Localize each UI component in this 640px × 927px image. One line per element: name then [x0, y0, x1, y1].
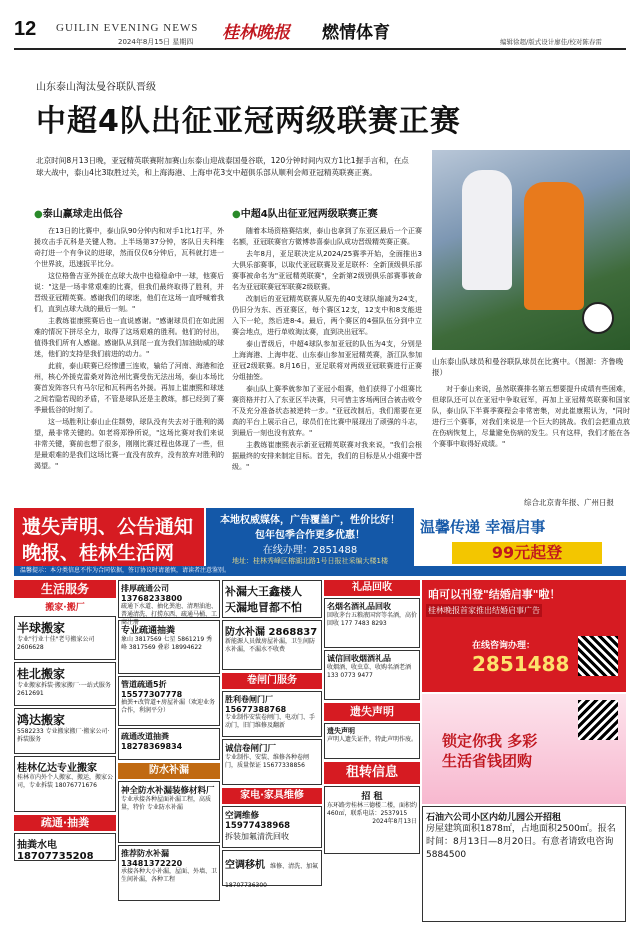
banner-mid-address: 地址：桂林秀峰区榕湖北路1号日报社采编大楼1楼 — [232, 557, 388, 565]
player-figure-orange — [524, 182, 584, 310]
classified-ad — [14, 708, 116, 754]
paragraph: 主教练崔康熙赛后也一直说感谢。"感谢球员们在如此困难的情况下拼尽全力，取得了这场艰难的胜利。他们的付出，值得我们所有人感谢。感谢队从到尾一直为我们加油助威的球迷，他们的支持是我们前进的动力。" — [34, 317, 224, 358]
banner-middle — [206, 508, 414, 566]
ad-title: 空调维修 15977438968 — [225, 811, 291, 831]
ad-body: 承接各种大小补漏，屋面、外墙、卫生间补漏，各种工程 — [121, 868, 218, 883]
ad-body: 拆装加氟清洗回收 — [225, 832, 289, 841]
banner-right-slogan: 温馨传递 幸福启事 — [420, 518, 546, 536]
phone-label: 在线咨询办理： — [472, 641, 536, 651]
paragraph: 去年8月，亚足联决定从2024/25赛季开始，全面推出3大俱乐部赛事，以取代亚冠联赛及亚足联杯：全新顶级俱乐部赛事被命名为"亚冠精英联赛"，全新第2级别俱乐部赛事被命名为亚冠联赛冠军联赛2级联赛。 — [232, 250, 422, 291]
phone-number: 2851488 — [472, 652, 570, 676]
issue-date: 2024年8月15日 星期四 — [118, 38, 194, 46]
classified-ad: 抽粪水电 18707735208 — [14, 833, 116, 861]
ad-body: 新能源人员做房屋补漏，卫生间防水补漏，不漏水不收费 — [225, 638, 316, 653]
ad-title: 防水补漏 2868837 — [225, 627, 318, 638]
article-column-3 — [432, 384, 630, 451]
paragraph: 随着本场资格赛结束，泰山也拿到了东亚区最后一个正赛名额，亚冠联赛官方微博恭喜泰山队成功晋级精英赛正赛。 — [232, 227, 422, 246]
paragraph: 泰山晋级后，中超4球队参加亚冠的队伍为4支，分别是上海海港、上海申花、山东泰山参加亚冠精英赛，浙江队参加亚冠2级联赛。8月16日，亚足联将对两级亚冠联赛进行正赛分组抽签。 — [232, 340, 422, 381]
ad-body: 疏通下水道、抽化粪池、清理油池、普通清洗、打捞东西、疏通马桶、工商注册 — [121, 603, 218, 626]
page-header — [0, 0, 640, 48]
ad-title: 诚信回收烟酒礼品 — [327, 654, 391, 663]
classified-ad — [222, 850, 322, 889]
ad-title: 诚信卷闸门厂 — [225, 744, 277, 754]
banner-note: 温馨提示：本分类信息不作为合同依据，签订协议时请谨慎，请读者注意鉴别。 — [14, 566, 626, 576]
ad-body: 专业搬家拆装·搬家搬厂·一站式服务 2612691 — [17, 682, 111, 697]
classified-column-2 — [118, 580, 220, 925]
category-header: 卷闸门服务 — [222, 673, 322, 689]
classified-ad — [324, 598, 420, 648]
ad-title: 胜利卷闸门厂 15677388768 — [225, 695, 287, 714]
classified-ad — [222, 739, 322, 785]
section-title: 燃情体育 — [322, 23, 390, 43]
editor-credits: 编辑徐超/版式设计廖佳/校对陈春雷 — [500, 38, 602, 46]
banner-mid-phone: 在线办理：2851488 — [262, 545, 358, 556]
ad-body: 象山 3817569 七星 5861219 秀峰 3817569 叠彩 18994622 — [121, 636, 213, 651]
bullet-icon: ● — [34, 209, 43, 220]
banner-left-line2: 晚报、桂林生活网 — [22, 542, 175, 564]
classified-ad — [118, 781, 220, 843]
classified-column-4 — [324, 580, 420, 925]
ad-title: 补漏大王鑫楼人 — [225, 585, 302, 598]
ad-title: 管道疏通5折 15577307778 — [121, 680, 183, 699]
category-header: 遗失声明 — [324, 703, 420, 721]
banner-right — [416, 508, 626, 566]
classified-ad — [324, 786, 420, 854]
ad-title: 空调移机 — [225, 860, 265, 871]
classified-ad — [118, 676, 220, 726]
article-column-1 — [34, 226, 224, 473]
ad-title: 专业疏通抽粪 — [121, 626, 176, 636]
category-header: 疏通·抽粪 — [14, 815, 116, 831]
ad-body: 回收茅台五粮液国窖等名酒，高价回收 177 7483 8293 — [327, 612, 418, 627]
player-figure-white — [462, 170, 512, 290]
article-lead: 北京时间8月13日晚，亚冠精英联赛附加赛山东泰山迎战泰国曼谷联，120分钟时间内双方1比1握手言和，在点球大战中，泰山4比3取胜过关，和上海海港、上海申花3支中超俱乐部从顺利会师亚冠精英联赛正赛。 — [36, 156, 409, 177]
classified-ad — [14, 662, 116, 706]
bullet-icon: ● — [232, 209, 241, 220]
classified-ad — [14, 616, 116, 660]
paragraph: 这位格鲁吉亚外援在点球大战中也稳稳命中一球，他赛后说："这是一场非常艰难的比赛，但我们最终取得了胜利，并晋级亚冠精英赛。感谢我们的球迷，他们在这场一直呼喊着我们，直到点球大战的最后一刻。" — [34, 272, 224, 313]
ad-title: 鸿达搬家 — [17, 713, 66, 727]
paragraph: 在13日的比赛中，泰山队90分钟内和对手1比1打平，外援攻击手瓦科是关键人物。上半场第37分钟，客队日夫科维奇打进一个有争议的进球，然而仅仅6分钟后，瓦科就打进一个世界波，迅速扳平比分。 — [34, 227, 224, 268]
classified-ad — [222, 691, 322, 737]
paragraph: 改制后的亚冠精英联赛从原先的40支球队缩减为24支，仍旧分为东、西亚赛区，每个赛区12支，12支中和8支能进入下一轮，然后进8-4。最后，两个赛区的4强队伍分到中立赛会地点，进行单败淘汰赛，直到决出冠军。 — [232, 295, 422, 336]
banner-right-price: 99元起登 — [452, 542, 602, 564]
ad-body: 专业承接各种屋面补漏工程，高质量，特价 专业防水补漏 — [121, 796, 212, 811]
promo-line2: 生活省钱团购 — [442, 752, 533, 770]
article-kicker: 山东泰山淘汰曼谷联队晋级 — [36, 82, 156, 93]
paragraph: 对于泰山来说，虽然联赛排名第五想要提升成绩有些困难，但球队还可以在亚冠中争取冠军，再加上亚冠精英联赛和国家队，泰山队下半赛季赛程会非常密集，对此崔康熙认为，"同时进行三个赛事，对我们来说是一个巨大的挑战。我们会把重点放在伤病恢复上，尽量避免伤病的发生。只有这样，我们才能在各个赛事中取得好成绩。" — [432, 385, 630, 448]
promo-line1: 锁定你我 多彩 — [442, 732, 538, 750]
category-header: 礼品回收 — [324, 580, 420, 596]
paragraph: 此前，泰山联赛已经惨遭三连败，输给了河南、海港和沧州，核心外援克雷桑对阵沧州比赛受伤无法出场，泰山本场比赛首发阵容只有马尔尼和瓦科两名外援。再加上崔康熙和球迷之间若隐若现的矛盾，不管是球队还是主教练，都已经到了赛季最低谷的时刻了。 — [34, 362, 224, 414]
ad-body: 专业"行业十佳"老号搬家公司 2606628 — [17, 636, 95, 651]
ad-title: 神全防水补漏装修材料厂 — [121, 786, 215, 796]
notice-title: 石油六公司小区内幼儿园公开招租 — [426, 813, 562, 823]
classified-ad: 疏通改道抽粪 18278369834 — [118, 728, 220, 760]
classified-ad — [118, 580, 220, 626]
wedding-ad-subtitle: 桂林晚报首家推出结婚启事广告 — [428, 606, 540, 615]
classified-ad — [222, 620, 322, 670]
category-header: 家电·家具维修 — [222, 788, 322, 804]
ad-title: 半球搬家 — [17, 621, 66, 635]
qr-code-icon — [578, 700, 618, 740]
ad-date: 2024年8月13日 — [372, 818, 417, 825]
ad-title: 桂林亿达专业搬家 — [17, 763, 97, 774]
classified-column-1 — [14, 580, 116, 925]
ad-title: 名烟名酒礼品回收 — [327, 602, 391, 611]
category-header: 生活服务 — [14, 580, 116, 598]
qr-code-icon — [578, 636, 618, 676]
notice-body: 房屋建筑面积1878㎡，占地面积2500㎡。报名时间：8月13日—8月20日。有意者请致电咨询5884500 — [426, 824, 616, 860]
banner-mid-line2: 包年包季合作更多优惠！ — [255, 530, 365, 541]
classified-ad — [222, 806, 322, 848]
ad-title: 推荐防水补漏 13481372220 — [121, 849, 183, 868]
newspaper-logo: 桂林晚报 — [222, 23, 290, 43]
header-rule — [14, 48, 626, 50]
wedding-ad — [422, 580, 626, 692]
ad-body: 5582233 专业搬家搬厂·搬家公司·拆装服务 — [17, 728, 110, 743]
subhead-2: ●中超4队出征亚冠两级联赛正赛 — [232, 209, 378, 220]
ad-body: 专业制作安装卷闸门、电动门、手动门，旧门维修及翻新 — [225, 714, 316, 729]
article-headline: 中超4队出征亚冠两级联赛正赛 — [36, 104, 461, 139]
ad-body: 收烟酒、收虫草、收购名酒老酒 133 0773 9477 — [327, 664, 412, 679]
group-buy-ad — [422, 694, 626, 804]
classified-column-3 — [222, 580, 322, 925]
ad-title: 桂北搬家 — [17, 667, 66, 681]
match-photo — [432, 150, 630, 350]
category-subheader: 搬家·搬厂 — [45, 603, 85, 613]
ad-body: 抽粪+改管道+房屋补漏（欢迎业务合作，利润平分） — [121, 699, 216, 714]
subhead-1: ●泰山赢球走出低谷 — [34, 209, 123, 220]
classified-ad — [222, 580, 322, 618]
ad-title: 遗失声明 — [327, 727, 355, 735]
english-masthead: GUILIN EVENING NEWS — [56, 22, 199, 34]
ad-body: 专业制作、安装、维修各种卷闸门，质量保证 15677338856 — [225, 754, 310, 769]
banner-left-line1: 遗失声明、公告通知 — [22, 516, 194, 538]
photo-caption: 山东泰山队球员和曼谷联队球员在比赛中。（图源：齐鲁晚报） — [432, 357, 624, 377]
category-header: 租转信息 — [324, 762, 420, 784]
banner-mid-line1: 本地权威媒体，广告覆盖广，性价比好！ — [220, 515, 400, 526]
article-column-2 — [232, 226, 422, 474]
classified-ad — [324, 650, 420, 700]
category-header: 防水补漏 — [118, 763, 220, 779]
ad-body: 维修、清洗、加氟 18707736300 — [225, 863, 319, 889]
ad-body: 声明人遗失证件，特此声明作废。 — [327, 736, 418, 743]
ad-title: 排厚疏通公司 13768233800 — [121, 584, 183, 603]
classified-column-5 — [422, 580, 626, 925]
paragraph: 主教练崔康熙表示新亚冠精英联赛对我来说，"我们会根据最终的安排来制定目标。首先，我们的目标是从小组赛中晋级。" — [232, 441, 422, 471]
wedding-ad-title: 咱可以刊登"结婚启事"啦！ — [428, 588, 561, 601]
classified-ad — [118, 845, 220, 901]
ad-title: 招 租 — [361, 792, 383, 802]
article-source: 综合北京青年报、广州日报 — [524, 498, 614, 507]
football-icon — [582, 302, 614, 334]
ad-body: 东环路旁桂林三德楼二楼，面积约460㎡，联系电话：2537915 — [327, 802, 418, 817]
classified-ad — [14, 756, 116, 812]
classified-ad — [118, 620, 220, 674]
classified-ad — [324, 723, 420, 759]
paragraph: 这一场胜利让泰山止住颓势，球队没有失去对于胜利的渴望，最非常关键的。如老将郑铮所说，"这场比赛对我们来说非常关键，赛前也想了很多，刚刚比赛过程也体现了一些，但是最艰难的是我们这场比赛一直没有放弃，没有放弃对胜利的渴望。" — [34, 418, 224, 470]
ad-subtitle: 天漏地冒都不怕 — [225, 601, 302, 614]
paragraph: 泰山队上赛季就参加了亚冠小组赛，他们获得了小组赛比赛资格并打入了东亚区半决赛，只可惜主客场两回合被击败令不及充分准备状态被逆转一步。"亚冠改制后，我们需要在更高的平台上展示自己，球员们在比赛中展现出了顽强的斗志，到最后一刻也没有放弃。" — [232, 385, 422, 437]
classified-notice — [422, 806, 626, 922]
ad-body: 桂林市内外个人搬家、搬运，搬家公司，专业拆装 18076771676 — [17, 774, 114, 789]
banner-left — [14, 508, 204, 566]
page-number: 12 — [14, 18, 37, 40]
